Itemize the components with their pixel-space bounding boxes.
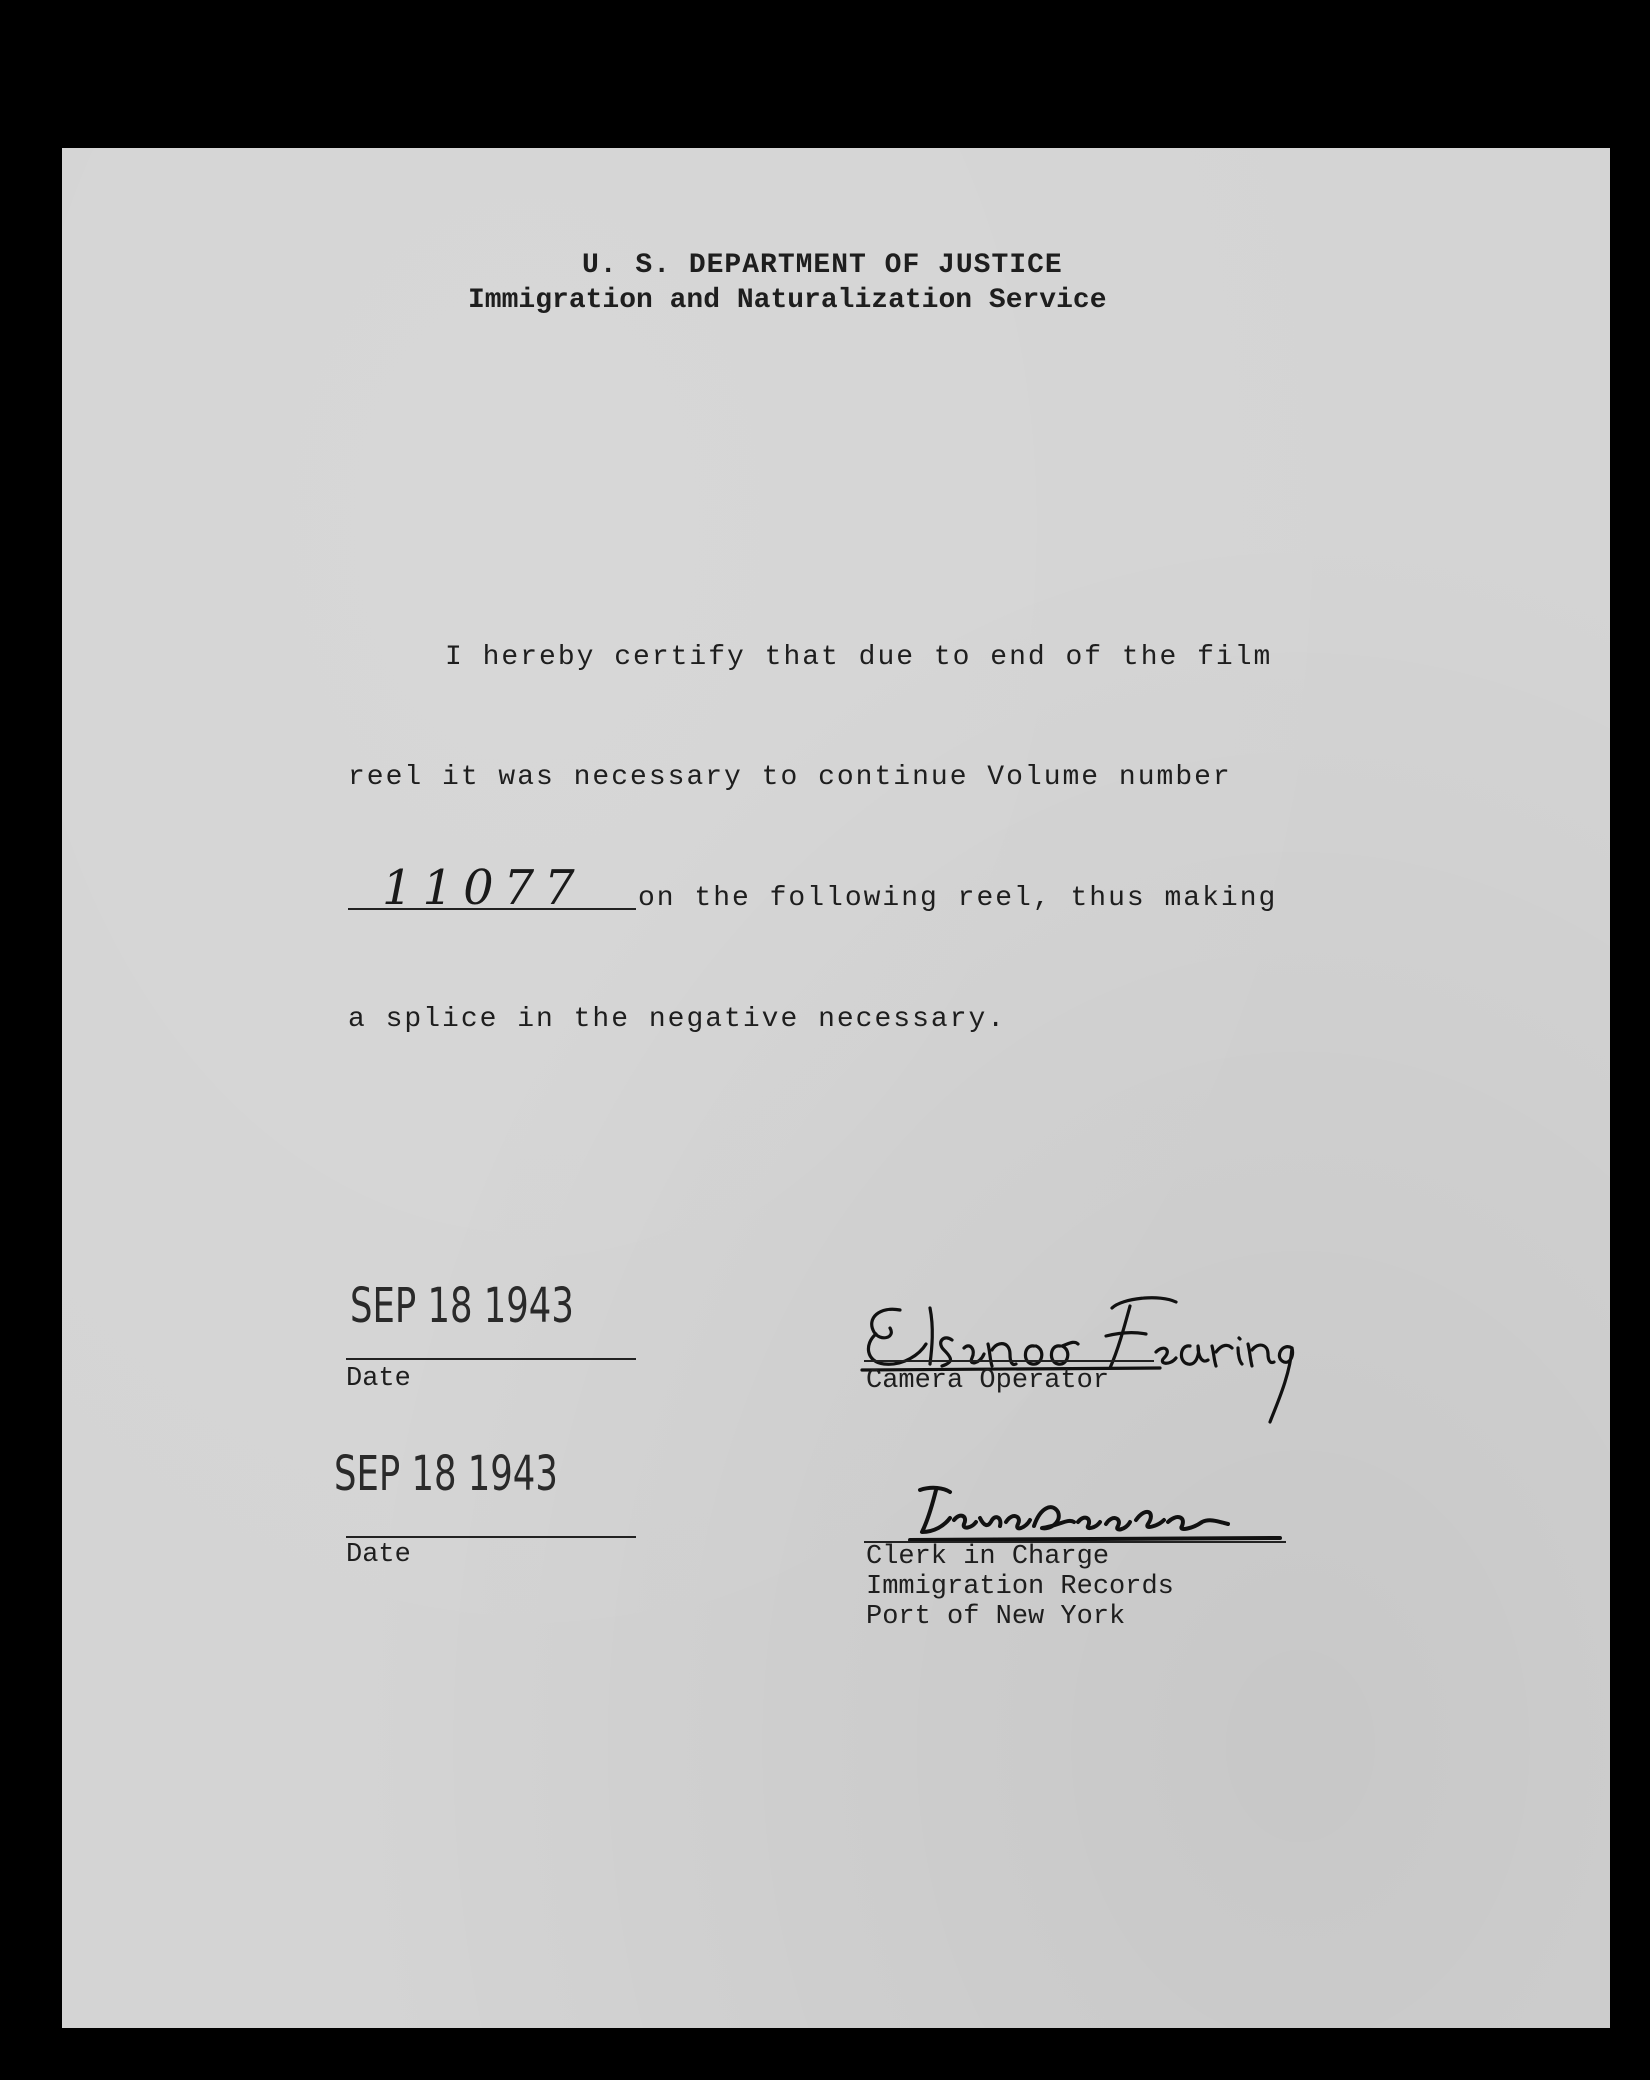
camera-operator-label: Camera Operator	[866, 1366, 1110, 1396]
date-label-1: Date	[346, 1364, 411, 1394]
volume-number-handwritten: 11077	[382, 860, 585, 916]
department-heading: U. S. DEPARTMENT OF JUSTICE	[582, 250, 1063, 281]
clerk-signature	[910, 1482, 1290, 1546]
document-page	[62, 148, 1610, 2028]
clerk-title-line-1: Clerk in Charge	[866, 1542, 1110, 1572]
certificate-line-3: on the following reel, thus making	[638, 883, 1278, 914]
certificate-line-4: a splice in the negative necessary.	[348, 1004, 1007, 1035]
certificate-line-1: I hereby certify that due to end of the film	[445, 642, 1273, 673]
date-stamp-2: SEP 18 1943	[334, 1446, 558, 1502]
clerk-title-line-2: Immigration Records	[866, 1572, 1174, 1602]
date-stamp-1: SEP 18 1943	[350, 1278, 574, 1334]
certificate-line-2: reel it was necessary to continue Volume number	[348, 762, 1232, 793]
camera-operator-line	[864, 1360, 1154, 1362]
camera-operator-signature	[860, 1288, 1300, 1438]
clerk-title-line-3: Port of New York	[866, 1602, 1126, 1632]
date-line-2	[346, 1536, 636, 1538]
service-heading: Immigration and Naturalization Service	[468, 285, 1107, 316]
date-label-2: Date	[346, 1540, 411, 1570]
date-line-1	[346, 1358, 636, 1360]
